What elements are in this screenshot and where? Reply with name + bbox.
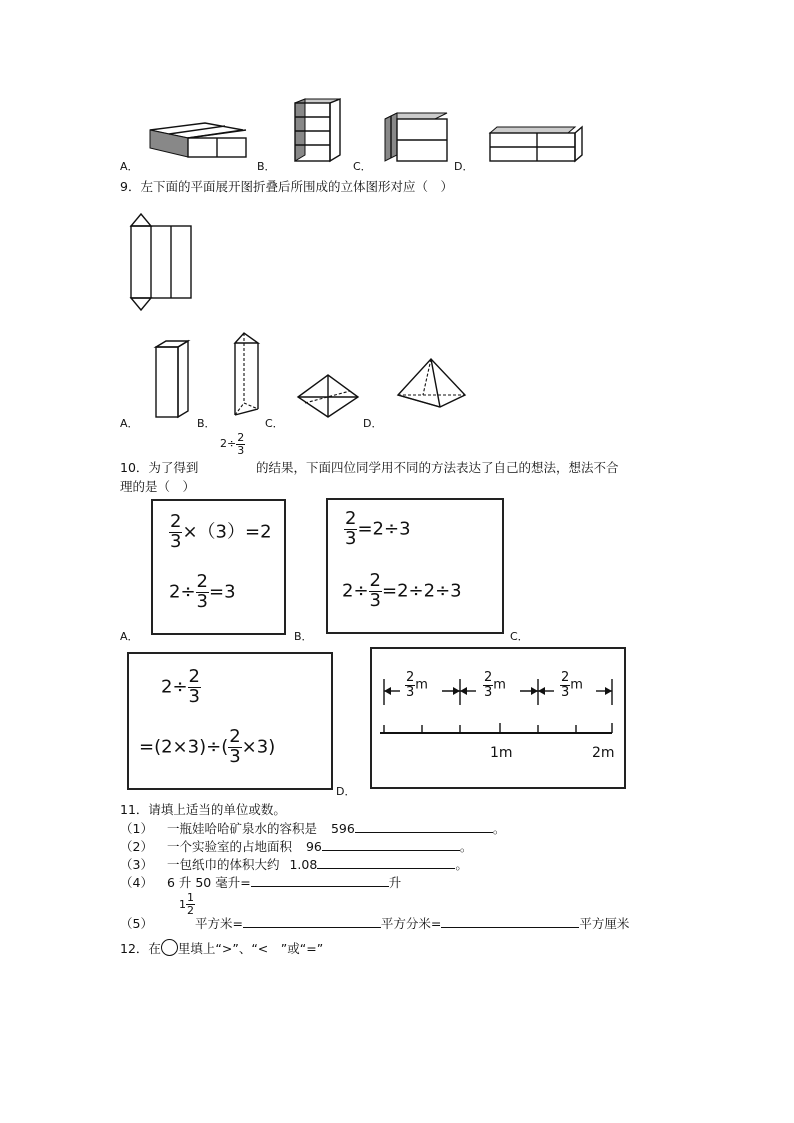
q8-option-a[interactable]: A． xyxy=(120,160,139,173)
q8-option-d[interactable]: D． xyxy=(454,160,474,173)
q10-option-c-box: 2÷ $\frac{2}{3}$ =(2×3)÷( $\frac{2}{3}$ ×3) xyxy=(127,652,333,790)
q11-prompt: 11．请填上适当的单位或数。 xyxy=(120,802,286,817)
q9-figure-a xyxy=(156,341,188,417)
q8-figure-c xyxy=(385,113,447,161)
answer-blank-3[interactable] xyxy=(317,856,455,869)
q11-item-1: （1） 一瓶娃哈哈矿泉水的容积是 596 。 xyxy=(120,821,506,836)
q9-option-d[interactable]: D． xyxy=(363,417,383,430)
q8-figure-a xyxy=(150,123,246,157)
segment-label-2: $\frac{2}{3}$ m xyxy=(484,670,506,700)
q10-option-b-box: $\frac{2}{3}$ =2÷3 2÷ $\frac{2}{3}$ =2÷2÷3 xyxy=(326,498,504,634)
q10-option-c[interactable]: C． xyxy=(510,630,529,643)
q9-figure-b xyxy=(235,333,258,415)
q11-item-2: （2） 一个实验室的占地面积 96 。 xyxy=(120,839,473,854)
answer-blank-1[interactable] xyxy=(355,820,493,833)
q9-options-drawing xyxy=(140,325,480,420)
q12-prompt: 12．在 里填上“>”、“< ”或“=” xyxy=(120,941,324,956)
q10-prompt-prefix: 10．为了得到 xyxy=(120,460,199,475)
answer-blank-4[interactable] xyxy=(251,874,389,887)
q11-item-5: （5） 1 $\frac{1}{2}$ 平方米= 平方分米= 平方厘米 xyxy=(120,891,630,931)
q10-option-b[interactable]: B． xyxy=(294,630,313,643)
q10-expression: 2÷ $\frac{2}{3}$ xyxy=(220,431,245,457)
q10-option-d[interactable]: D． xyxy=(336,785,356,798)
answer-blank-5b[interactable] xyxy=(441,915,579,928)
q11-item-4: （4） 6 升 50 毫升= 升 xyxy=(120,875,402,890)
q8-figure-b xyxy=(295,99,340,161)
q9-option-a[interactable]: A． xyxy=(120,417,139,430)
q9-figure-d xyxy=(398,359,465,407)
q10-option-d-box xyxy=(370,647,626,789)
tick-label-1m: 1m xyxy=(490,745,513,761)
segment-label-3: $\frac{2}{3}$ m xyxy=(561,670,583,700)
q9-prompt: 9．左下面的平面展开图折叠后所围成的立体图形对应（ ） xyxy=(120,179,453,194)
segment-label-1: $\frac{2}{3}$ m xyxy=(406,670,428,700)
q8-figure-drawing xyxy=(145,95,585,165)
q9-net-drawing xyxy=(125,212,200,312)
q9-option-b[interactable]: B． xyxy=(197,417,216,430)
q10-option-a[interactable]: A． xyxy=(120,630,139,643)
q9-option-c[interactable]: C． xyxy=(265,417,284,430)
q8-figure-d xyxy=(490,127,582,161)
q11-item-3: （3） 一包纸巾的体积大约 1.08 。 xyxy=(120,857,468,872)
compare-circle-icon xyxy=(161,939,178,956)
answer-blank-5a[interactable] xyxy=(243,915,381,928)
q10-prompt-suffix: 的结果，下面四位同学用不同的方法表达了自己的想法，想法不合 xyxy=(256,460,619,475)
q10-option-a-box: $\frac{2}{3}$ ×（3）=2 2÷ $\frac{2}{3}$ =3 xyxy=(151,499,286,635)
q10-prompt-line2: 理的是（ ） xyxy=(120,479,196,494)
q8-option-c[interactable]: C． xyxy=(353,160,372,173)
answer-blank-2[interactable] xyxy=(322,838,460,851)
q8-option-b[interactable]: B． xyxy=(257,160,276,173)
q9-figure-c xyxy=(298,375,358,417)
tick-label-2m: 2m xyxy=(592,745,615,761)
